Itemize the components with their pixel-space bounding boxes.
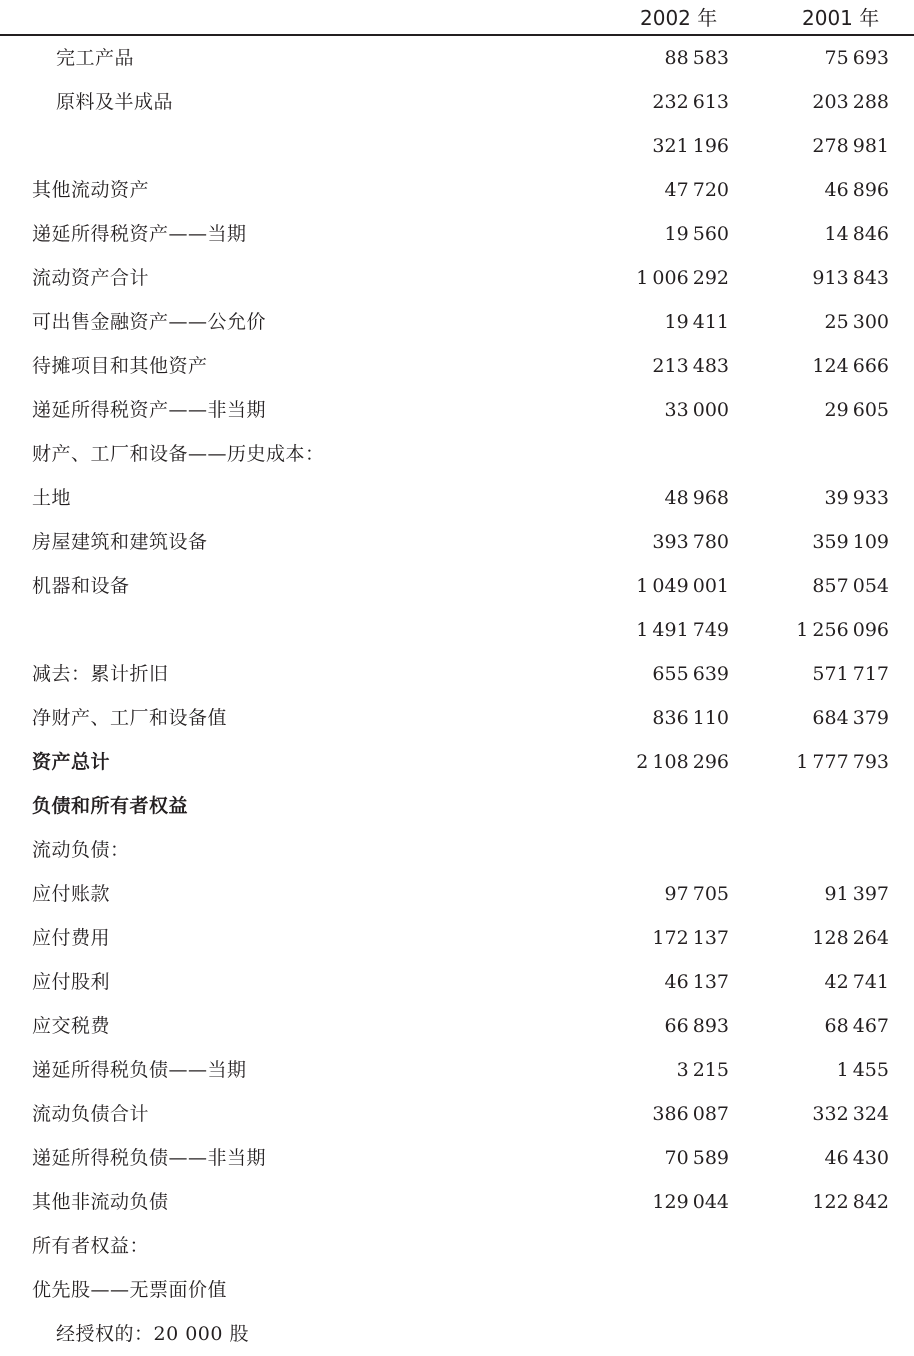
table-row <box>0 168 914 212</box>
value-2002: 386 087 <box>652 1103 729 1125</box>
value-2002: 172 137 <box>652 927 729 949</box>
row-label: 流动负债合计 <box>32 1103 150 1125</box>
table-row <box>0 1268 914 1312</box>
value-2002: 2 108 296 <box>636 751 729 773</box>
table-row <box>0 564 914 608</box>
value-2002: 1 049 001 <box>636 575 729 597</box>
table-row <box>0 1004 914 1048</box>
table-row <box>0 300 914 344</box>
value-2001: 571 717 <box>812 663 889 685</box>
row-label: 递延所得税资产——非当期 <box>32 399 267 421</box>
row-label: 应付账款 <box>32 883 111 905</box>
table-row <box>0 36 914 80</box>
table-row <box>0 1048 914 1092</box>
row-label: 应交税费 <box>32 1015 111 1037</box>
row-label: 土地 <box>32 487 72 509</box>
row-label: 房屋建筑和建筑设备 <box>32 531 208 553</box>
table-row <box>0 696 914 740</box>
value-2001: 122 842 <box>812 1191 889 1213</box>
table-row <box>0 256 914 300</box>
table-row <box>0 1312 914 1356</box>
value-2001: 332 324 <box>812 1103 889 1125</box>
value-2002: 1 491 749 <box>636 619 729 641</box>
row-label: 其他流动资产 <box>32 179 150 201</box>
value-2001: 46 896 <box>824 179 889 201</box>
value-2002: 655 639 <box>652 663 729 685</box>
table-row-total-assets <box>0 740 914 784</box>
value-2001: 29 605 <box>824 399 889 421</box>
row-label: 经授权的：20 000 股 <box>56 1323 250 1345</box>
row-label: 其他非流动负债 <box>32 1191 169 1213</box>
table-row <box>0 212 914 256</box>
value-2002: 321 196 <box>652 135 729 157</box>
row-label: 完工产品 <box>56 47 135 69</box>
value-2002: 393 780 <box>652 531 729 553</box>
value-2001: 203 288 <box>812 91 889 113</box>
value-2002: 97 705 <box>664 883 729 905</box>
column-header-2001: 2001 年 <box>802 6 880 30</box>
row-label: 资产总计 <box>32 751 111 773</box>
value-2002: 19 560 <box>664 223 729 245</box>
value-2001: 684 379 <box>812 707 889 729</box>
table-row <box>0 960 914 1004</box>
table-row <box>0 872 914 916</box>
table-row <box>0 80 914 124</box>
table-header <box>0 0 914 36</box>
row-label: 财产、工厂和设备——历史成本： <box>32 443 325 465</box>
value-2001: 14 846 <box>824 223 889 245</box>
value-2001: 1 777 793 <box>796 751 889 773</box>
value-2002: 70 589 <box>664 1147 729 1169</box>
row-label: 负债和所有者权益 <box>32 795 189 817</box>
section-heading <box>0 784 914 828</box>
value-2001: 42 741 <box>824 971 889 993</box>
table-row <box>0 608 914 652</box>
value-2001: 91 397 <box>824 883 889 905</box>
value-2002: 19 411 <box>664 311 729 333</box>
column-header-2002: 2002 年 <box>640 6 718 30</box>
value-2001: 68 467 <box>824 1015 889 1037</box>
value-2001: 75 693 <box>824 47 889 69</box>
value-2001: 39 933 <box>824 487 889 509</box>
row-label: 机器和设备 <box>32 575 130 597</box>
table-row <box>0 520 914 564</box>
value-2001: 46 430 <box>824 1147 889 1169</box>
row-label: 应付费用 <box>32 927 111 949</box>
row-label: 递延所得税资产——当期 <box>32 223 247 245</box>
table-row <box>0 344 914 388</box>
table-row <box>0 476 914 520</box>
table-row <box>0 388 914 432</box>
value-2001: 1 256 096 <box>796 619 889 641</box>
value-2002: 213 483 <box>652 355 729 377</box>
value-2001: 124 666 <box>812 355 889 377</box>
value-2001: 857 054 <box>812 575 889 597</box>
value-2002: 47 720 <box>664 179 729 201</box>
value-2002: 33 000 <box>664 399 729 421</box>
row-label: 原料及半成品 <box>56 91 174 113</box>
table-row <box>0 432 914 476</box>
value-2001: 25 300 <box>824 311 889 333</box>
table-row <box>0 1136 914 1180</box>
value-2001: 359 109 <box>812 531 889 553</box>
row-label: 减去：累计折旧 <box>32 663 169 685</box>
row-label: 流动资产合计 <box>32 267 150 289</box>
table-row <box>0 916 914 960</box>
value-2001: 913 843 <box>812 267 889 289</box>
value-2002: 48 968 <box>664 487 729 509</box>
value-2002: 129 044 <box>652 1191 729 1213</box>
value-2002: 232 613 <box>652 91 729 113</box>
value-2001: 1 455 <box>836 1059 889 1081</box>
value-2002: 66 893 <box>664 1015 729 1037</box>
table-row <box>0 652 914 696</box>
value-2002: 46 137 <box>664 971 729 993</box>
value-2002: 1 006 292 <box>636 267 729 289</box>
row-label: 所有者权益： <box>32 1235 150 1257</box>
row-label: 递延所得税负债——非当期 <box>32 1147 267 1169</box>
table-row <box>0 1180 914 1224</box>
row-label: 可出售金融资产——公允价 <box>32 311 267 333</box>
balance-sheet-table <box>0 36 914 1356</box>
row-label: 递延所得税负债——当期 <box>32 1059 247 1081</box>
table-row <box>0 124 914 168</box>
value-2002: 3 215 <box>676 1059 729 1081</box>
table-row <box>0 828 914 872</box>
row-label: 优先股——无票面价值 <box>32 1279 228 1301</box>
value-2001: 278 981 <box>812 135 889 157</box>
row-label: 应付股利 <box>32 971 111 993</box>
value-2001: 128 264 <box>812 927 889 949</box>
row-label: 净财产、工厂和设备值 <box>32 707 228 729</box>
value-2002: 836 110 <box>652 707 729 729</box>
row-label: 待摊项目和其他资产 <box>32 355 208 377</box>
value-2002: 88 583 <box>664 47 729 69</box>
table-row <box>0 1092 914 1136</box>
row-label: 流动负债： <box>32 839 130 861</box>
table-row <box>0 1224 914 1268</box>
